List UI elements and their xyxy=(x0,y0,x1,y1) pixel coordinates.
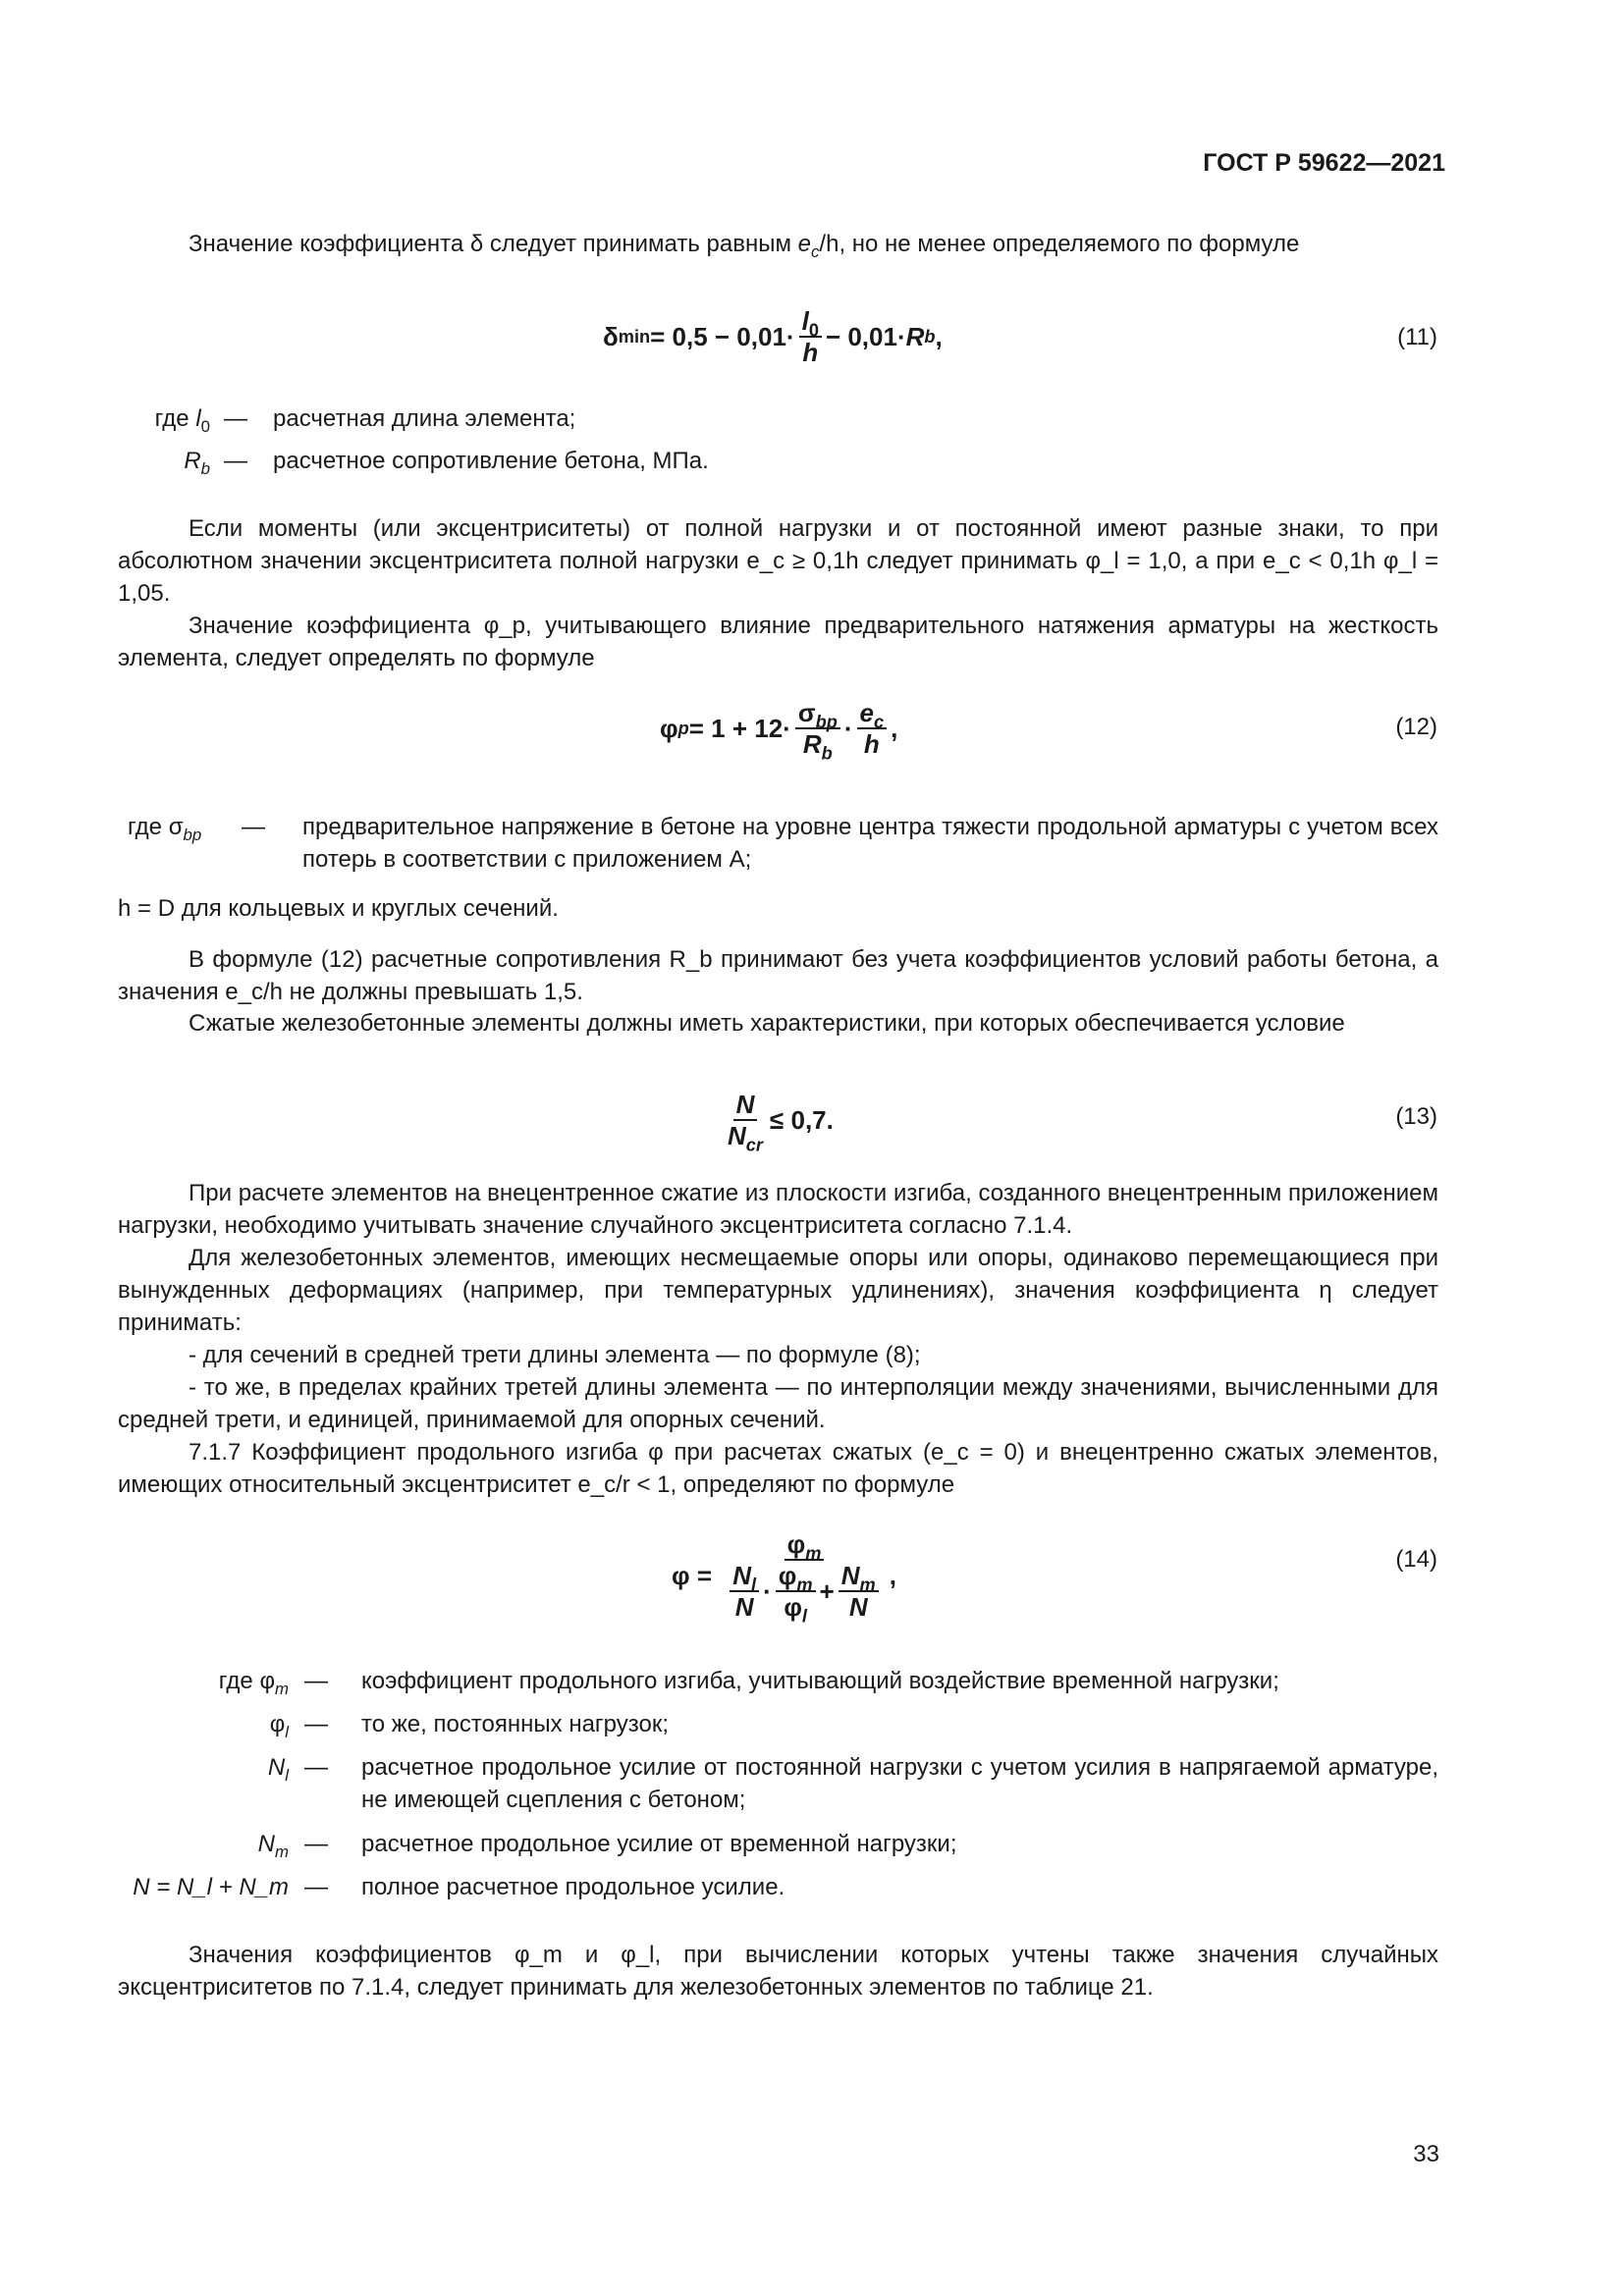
definition-sigma-bp: предварительное напряжение в бетоне на уровне центра тяжести продольной арматуры с учетом всех потерь в соответствии с приложением А; xyxy=(302,814,1438,873)
formula-13: $\frac{N}{N_{cr}}$ ≤ 0,7. xyxy=(728,1090,834,1155)
symbol-l0: где $l_0$ xyxy=(154,405,210,436)
equation-number-14: (14) xyxy=(1395,1546,1437,1573)
list-item-middle-third: - для сечений в средней трети длины элемента — по формуле (8); xyxy=(189,1342,921,1368)
definition-n-total: полное расчетное продольное усилие. xyxy=(361,1874,785,1900)
document-code: ГОСТ Р 59622—2021 xyxy=(1203,149,1445,177)
list-item-end-thirds: - то же, в пределах крайних третей длины элемента — по интерполяции между значениями, вычисленными для средней трети, и единицей, принимаемой для опорных сечений. xyxy=(118,1374,1438,1433)
paragraph-delta: Значение коэффициента δ следует принимать равным $e_c/h$, но не менее определяемого по формуле xyxy=(189,231,1300,261)
equation-number-13: (13) xyxy=(1395,1103,1437,1130)
symbol-sigma-bp: где $\sigma_{bp}$ xyxy=(128,814,202,844)
symbol-n-total: N = N_l + N_m xyxy=(133,1874,289,1900)
paragraph-7-1-7: 7.1.7 Коэффициент продольного изгиба φ при расчетах сжатых (e_c = 0) и внецентренно сжатых элементов, имеющих относительный эксцентриситет e_c/r < 1, определяют по формуле xyxy=(118,1439,1438,1498)
symbol-n-m: $N_m$ xyxy=(257,1831,289,1861)
dash: — xyxy=(224,448,247,474)
paragraph-phi-p: Значение коэффициента φ_p, учитывающего влияние предварительного натяжения арматуры на жесткость элемента, следует определять по формуле xyxy=(118,613,1438,671)
paragraph-out-of-plane: При расчете элементов на внецентренное сжатие из плоскости изгиба, созданного внецентренным приложением нагрузки, необходимо учитывать значение случайного эксцентриситета согласно 7.1.4. xyxy=(118,1180,1438,1239)
paragraph-formula12-note: В формуле (12) расчетные сопротивления R_b принимают без учета коэффициентов условий работы бетона, а значения e_c/h не должны превышать 1,5. xyxy=(118,946,1438,1005)
paragraph-eta: Для железобетонных элементов, имеющих несмещаемые опоры или опоры, одинаково перемещающиеся при вынужденных деформациях (например, при температурных удлинениях), значения коэффициента η следует принимать: xyxy=(118,1245,1438,1336)
dash: — xyxy=(304,1711,328,1737)
page-number: 33 xyxy=(1413,2141,1439,2167)
symbol-phi-l: $\varphi_l$ xyxy=(269,1711,289,1741)
definition-l0: расчетная длина элемента; xyxy=(273,405,576,432)
equation-number-12: (12) xyxy=(1395,714,1437,740)
dash: — xyxy=(304,1874,328,1900)
formula-11: δ min = 0,5 − 0,01· $\frac{l_0}{h}$ − 0,01· R b , xyxy=(603,306,943,367)
dash: — xyxy=(242,814,265,840)
formula-14: φ = $\varphi_m$ $\frac{N_l}{N}$ · $\frac{\varphi_m}{\varphi_l}$ + $\frac{N_m}{N}$ , xyxy=(672,1529,896,1627)
dash: — xyxy=(224,405,247,432)
paragraph-moments xyxy=(118,512,1438,610)
definition-rb: расчетное сопротивление бетона, МПа. xyxy=(273,448,709,474)
symbol-n-l: $N_l$ xyxy=(267,1754,289,1785)
paragraph-moments-text: Если моменты (или эксцентриситеты) от полной нагрузки и от постоянной имеют разные знаки, то при абсолютном значении эксцентриситета полной нагрузки e_c ≥ 0,1h следует принимать φ_l = 1,0, а при e_c < 0,1h φ_l = 1,05. xyxy=(118,515,1439,607)
definition-n-m: расчетное продольное усилие от временной нагрузки; xyxy=(361,1831,957,1857)
paragraph-h-d: h = D для кольцевых и круглых сечений. xyxy=(118,895,559,922)
definition-phi-m: коэффициент продольного изгиба, учитывающий воздействие временной нагрузки; xyxy=(361,1668,1279,1694)
definition-n-l: расчетное продольное усилие от постоянной нагрузки с учетом усилия в напрягаемой арматуре, не имеющей сцепления с бетоном; xyxy=(361,1754,1438,1813)
definition-phi-l: то же, постоянных нагрузок; xyxy=(361,1711,669,1737)
dash: — xyxy=(304,1668,328,1694)
formula-12: φ p = 1 + 12· $\frac{\sigma_{bp}}{R_b}$ · $\frac{e_c}{h}$ , xyxy=(660,698,898,764)
dash: — xyxy=(304,1831,328,1857)
dash: — xyxy=(304,1754,328,1781)
paragraph-table-21: Значения коэффициентов φ_m и φ_l, при вычислении которых учтены также значения случайных эксцентриситетов по 7.1.4, следует принимать для железобетонных элементов по таблице 21. xyxy=(118,1942,1438,2001)
equation-number-11: (11) xyxy=(1397,324,1437,350)
paragraph-condition: Сжатые железобетонные элементы должны иметь характеристики, при которых обеспечивается условие xyxy=(189,1010,1345,1037)
symbol-rb: $R_b$ xyxy=(184,448,210,478)
symbol-phi-m: где $\varphi_m$ xyxy=(218,1668,289,1698)
